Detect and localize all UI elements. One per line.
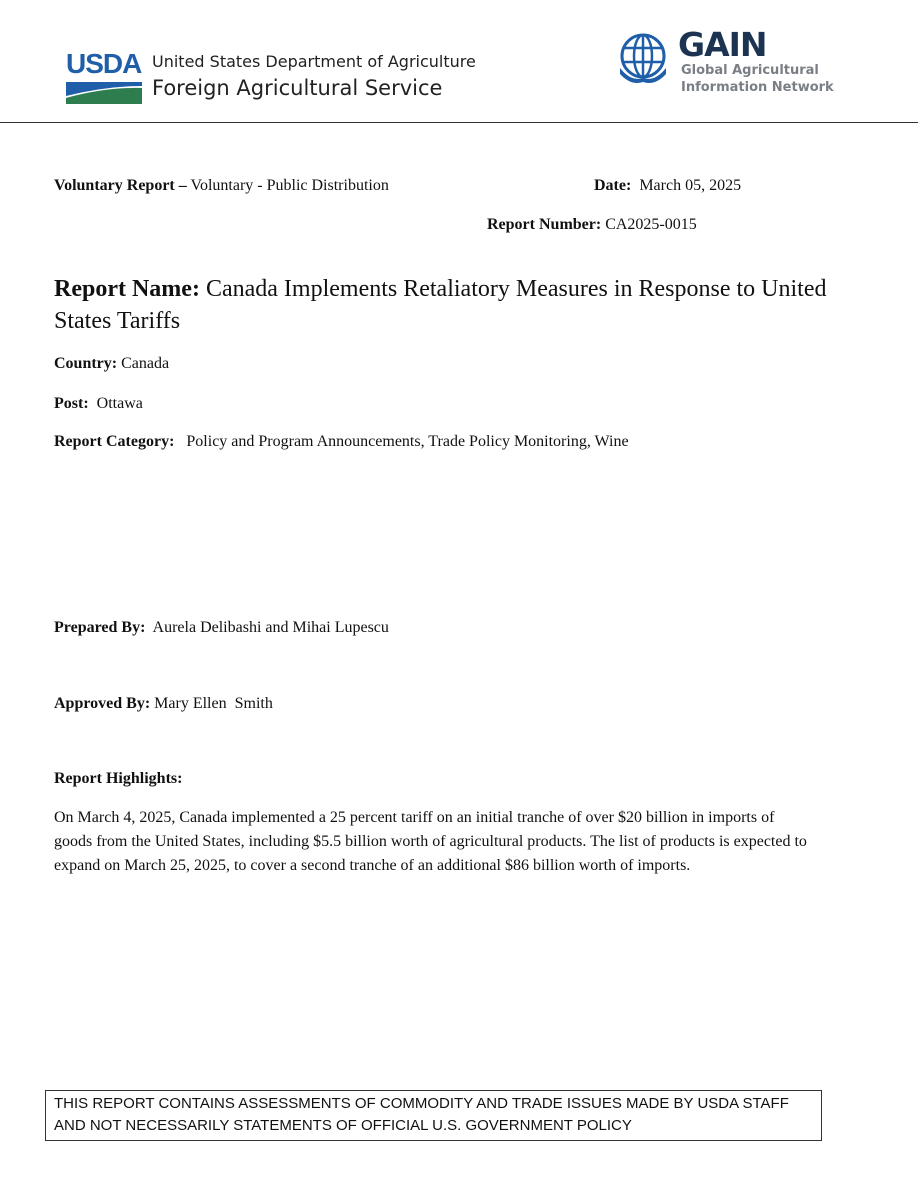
country-label: Country: bbox=[54, 355, 118, 372]
globe-icon bbox=[617, 32, 669, 84]
report-country bbox=[54, 354, 169, 374]
agency-name: United States Department of Agriculture bbox=[152, 52, 476, 71]
report-name-label: Report Name: bbox=[54, 276, 200, 302]
post-value: Ottawa bbox=[96, 395, 143, 412]
disclaimer-line1: THIS REPORT CONTAINS ASSESSMENTS OF COMMODITY AND TRADE ISSUES MADE BY USDA STAFF bbox=[54, 1095, 789, 1112]
report-category bbox=[54, 432, 629, 452]
approved-value: Mary Ellen Smith bbox=[154, 695, 273, 712]
report-approved-by bbox=[54, 694, 273, 714]
report-number-label: Report Number: bbox=[487, 216, 602, 233]
report-date-label: Date: bbox=[594, 177, 632, 194]
highlights-text: On March 4, 2025, Canada implemented a 25 percent tariff on an initial tranche of over $20 billion in imports of goods from the United States, including $5.5 billion worth of agricultural products. The list of products is expected to expand on March 25, 2025, to cover a second tranche of an additional $86 billion worth of imports. bbox=[54, 809, 807, 874]
disclaimer-box bbox=[45, 1090, 822, 1141]
header-divider bbox=[0, 122, 918, 123]
report-date-value: March 05, 2025 bbox=[639, 177, 742, 194]
usda-field-graphic bbox=[66, 50, 144, 106]
report-type-label: Voluntary Report – bbox=[54, 177, 187, 194]
prepared-value: Aurela Delibashi and Mihai Lupescu bbox=[152, 619, 389, 636]
gain-subtitle-line1: Global Agricultural bbox=[681, 63, 819, 78]
report-title bbox=[54, 273, 844, 337]
gain-subtitle-line2: Information Network bbox=[681, 80, 834, 95]
category-label: Report Category: bbox=[54, 433, 175, 450]
report-prepared-by bbox=[54, 618, 389, 638]
category-value: Policy and Program Announcements, Trade Policy Monitoring, Wine bbox=[186, 433, 629, 450]
report-type bbox=[54, 176, 389, 196]
approved-label: Approved By: bbox=[54, 695, 151, 712]
gain-title: GAIN bbox=[678, 25, 767, 64]
usda-logo-icon bbox=[66, 50, 144, 106]
prepared-label: Prepared By: bbox=[54, 619, 146, 636]
disclaimer-line2: AND NOT NECESSARILY STATEMENTS OF OFFICIAL U.S. GOVERNMENT POLICY bbox=[54, 1117, 632, 1134]
report-number-value: CA2025-0015 bbox=[605, 216, 697, 233]
agency-service: Foreign Agricultural Service bbox=[152, 76, 443, 100]
report-post bbox=[54, 394, 143, 414]
usda-logo-text: USDA bbox=[66, 48, 142, 79]
highlights-heading bbox=[54, 769, 182, 789]
report-number bbox=[487, 215, 697, 235]
report-type-value: Voluntary - Public Distribution bbox=[190, 177, 389, 194]
report-date bbox=[594, 176, 741, 196]
report-name-value: Canada Implements Retaliatory Measures in Response to United States Tariffs bbox=[54, 276, 827, 334]
country-value: Canada bbox=[121, 355, 170, 372]
post-label: Post: bbox=[54, 395, 89, 412]
highlights-label: Report Highlights: bbox=[54, 770, 183, 787]
